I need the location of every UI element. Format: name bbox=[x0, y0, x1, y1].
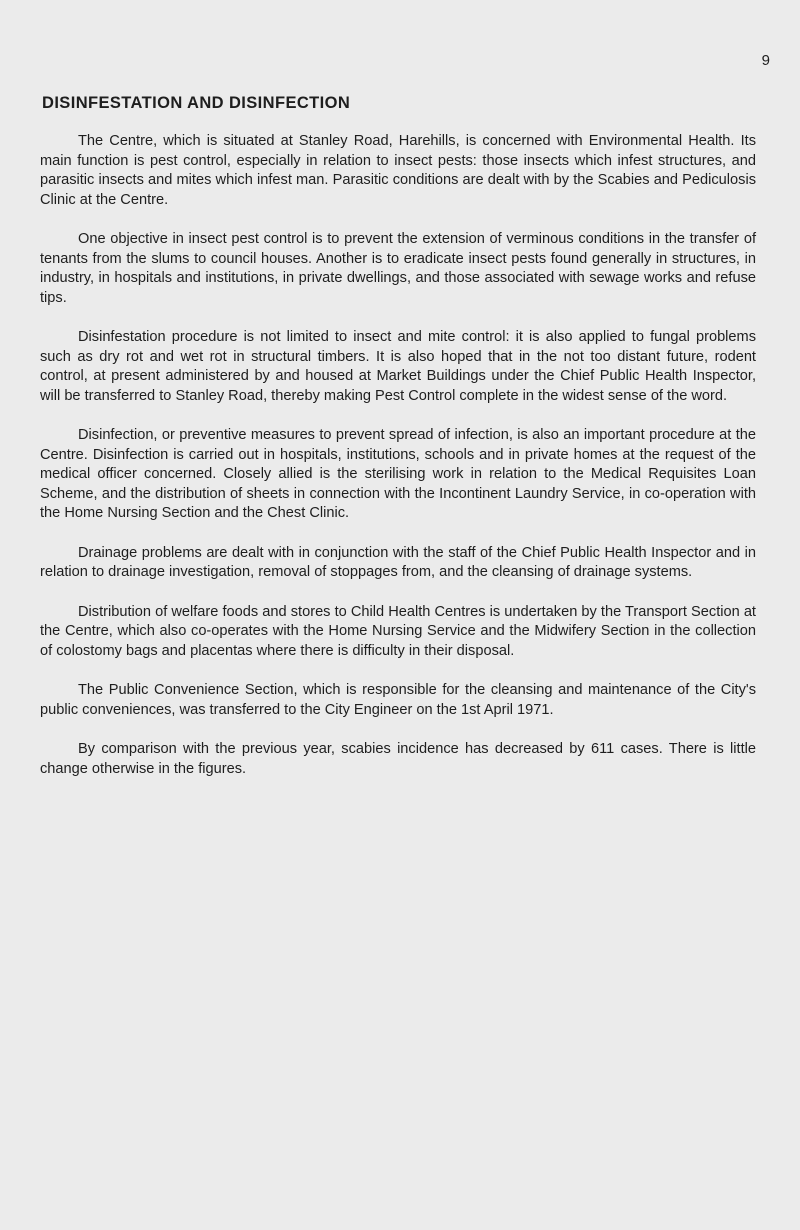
paragraph-public-convenience: The Public Convenience Section, which is responsible for the cleansing and maintenance of the City's public conveniences, was transferred to the City Engineer on the 1st April 1971. bbox=[40, 682, 756, 718]
paragraph-disinfection: Disinfection, or preventive measures to prevent spread of infection, is also an important procedure at the Centre. Disinfection is carried out in hospitals, institutions, schools and in private homes at the request of the medical officer concerned. Closely allied is the sterilising work in relation to the Medical Requisites Loan Scheme, and the distribution of sheets in connection with the Incontinent Laundry Service, in co-operation with the Home Nursing Section and the Chest Clinic. bbox=[40, 427, 756, 521]
paragraph-scabies-comparison: By comparison with the previous year, scabies incidence has decreased by 611 cases. There is little change otherwise in the figures. bbox=[40, 741, 756, 777]
paragraph-welfare-distribution: Distribution of welfare foods and stores to Child Health Centres is undertaken by the Transport Section at the Centre, which also co-operates with the Home Nursing Service and the Midwifery Section in the collection of colostomy bags and placentas where there is difficulty in their disposal. bbox=[40, 603, 756, 659]
paragraph-insect-pest-control: One objective in insect pest control is to prevent the extension of verminous conditions in the transfer of tenants from the slums to council houses. Another is to eradicate insect pests found generally in structures, in industry, in hospitals and institutions, in private dwellings, and those associated with sewage works and refuse tips. bbox=[40, 231, 756, 306]
paragraph-centre-overview: The Centre, which is situated at Stanley Road, Harehills, is concerned with Environmental Health. Its main function is pest control, especially in relation to insect pests: those insects which infest structures, and parasitic insects and mites which infest man. Parasitic conditions are dealt with by the Scabies and Pediculosis Clinic at the Centre. bbox=[40, 133, 756, 208]
section-title: DISINFESTATION AND DISINFECTION bbox=[42, 94, 351, 112]
paragraph-disinfestation-procedure: Disinfestation procedure is not limited to insect and mite control: it is also applied to fungal problems such as dry rot and wet rot in structural timbers. It is also hoped that in the not too distant future, rodent control, at present administered by and housed at Market Buildings under the Chief Public Health Inspector, will be transferred to Stanley Road, thereby making Pest Control complete in the widest sense of the word. bbox=[40, 329, 756, 404]
body-text bbox=[40, 132, 756, 799]
page-number: 9 bbox=[761, 52, 770, 69]
paragraph-drainage: Drainage problems are dealt with in conjunction with the staff of the Chief Public Health Inspector and in relation to drainage investigation, removal of stoppages from, and the cleansing of drainage systems. bbox=[40, 544, 756, 580]
